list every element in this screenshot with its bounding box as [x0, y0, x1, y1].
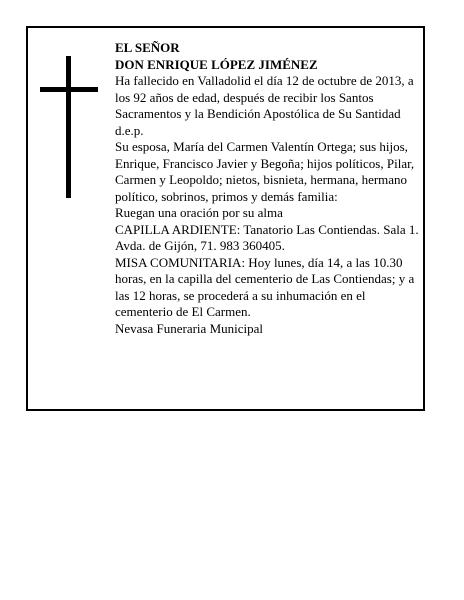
obituary-notice	[26, 26, 425, 411]
notice-text	[115, 40, 425, 337]
cross-vertical-bar	[66, 56, 71, 198]
family-list: Su esposa, María del Carmen Valentín Ortega; sus hijos, Enrique, Francisco Javier y Begoña; hijos políticos, Pilar, Carmen y Leopoldo; nietos, bisnieta, hermana, hermano político, sobrinos, primos y demás familia:	[115, 139, 415, 204]
cross-icon	[40, 56, 98, 198]
cross-horizontal-bar	[40, 87, 98, 92]
prayer-request: Ruegan una oración por su alma	[115, 205, 283, 220]
death-announcement: Ha fallecido en Valladolid el día 12 de octubre de 2013, a los 92 años de edad, después de recibir los Santos Sacramentos y la Bendición Apostólica de Su Santidad d.e.p.	[115, 73, 414, 138]
notice-title-line1: EL SEÑOR	[115, 40, 180, 55]
funeral-home: Nevasa Funeraria Municipal	[115, 320, 264, 336]
mass-info: MISA COMUNITARIA: Hoy lunes, día 14, a las 10.30 horas, en la capilla del cementerio de Las Contiendas; y a las 12 horas, se procederá a su inhumación en el cementerio de El Carmen.	[115, 254, 415, 319]
deceased-name: DON ENRIQUE LÓPEZ JIMÉNEZ	[115, 56, 318, 72]
chapel-info: CAPILLA ARDIENTE: Tanatorio Las Contiendas. Sala 1. Avda. de Gijón, 71. 983 360405.	[115, 221, 419, 253]
